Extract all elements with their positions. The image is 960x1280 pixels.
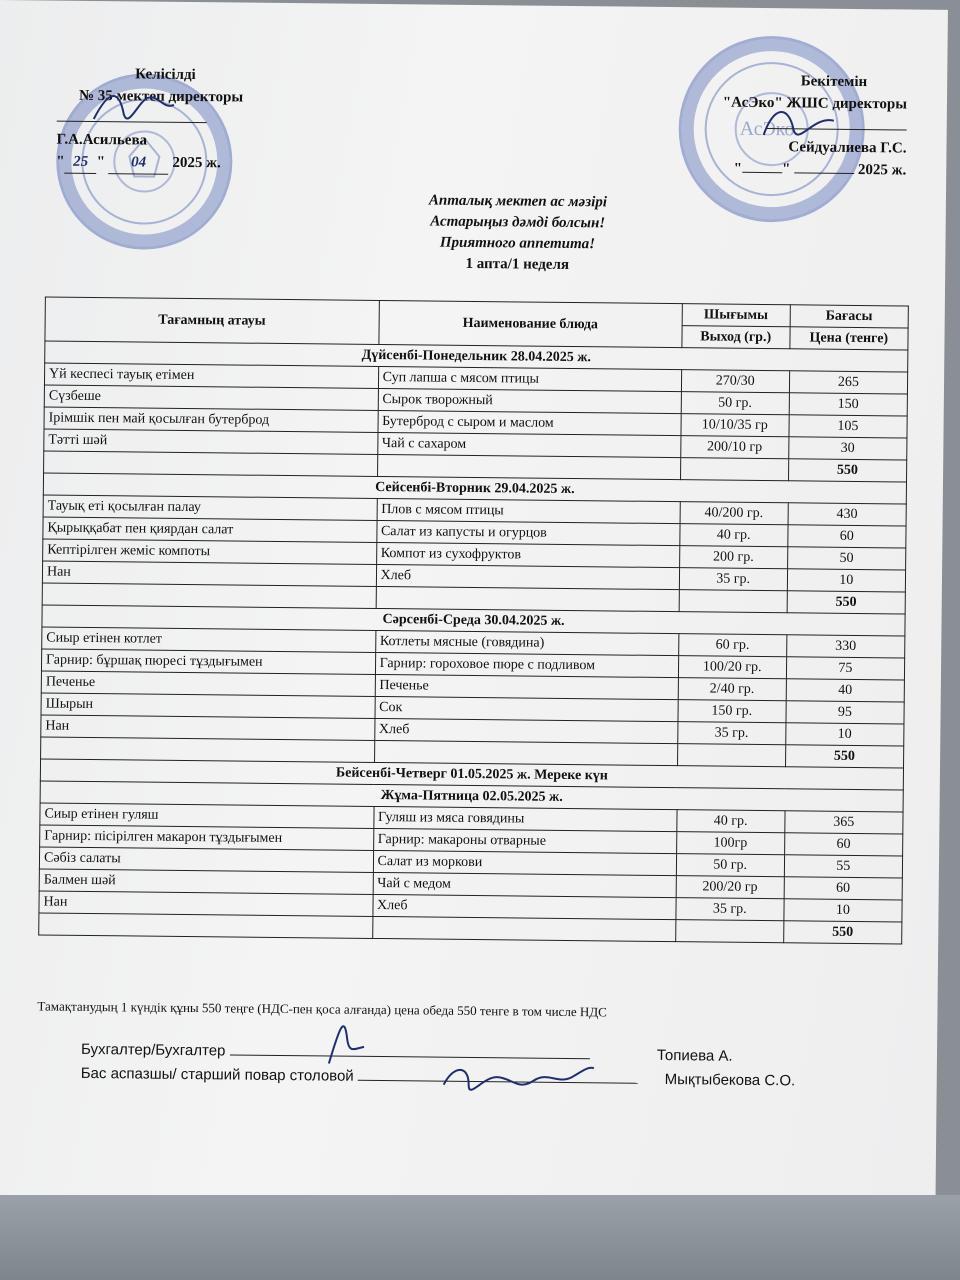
heading-line-2: Астарыңыз дәмді болсын! — [430, 213, 606, 232]
dish-yield: 10/10/35 гр — [681, 414, 789, 437]
dish-price: 30 — [788, 437, 907, 460]
dish-name-ru: Чай с медом — [373, 872, 676, 897]
dish-name-ru: Чай с сахаром — [377, 432, 680, 457]
dish-name-kz: Тәтті шәй — [44, 429, 378, 454]
dish-price: 10 — [785, 723, 904, 746]
dish-name-kz: Гарнир: бұршақ пюресі тұздығымен — [41, 649, 375, 674]
menu-heading — [257, 189, 778, 278]
quote-open: " — [56, 153, 65, 170]
dish-price: 105 — [789, 415, 908, 438]
total-empty-3 — [677, 744, 785, 767]
heading-line-1: Апталық мектеп ас мәзірі — [428, 192, 608, 211]
approved-position: "АсЭко" ЖШС директоры — [722, 94, 908, 113]
agreed-position: № 35 мектеп директоры — [78, 87, 244, 106]
total-empty-2 — [374, 740, 677, 765]
agreed-date-year: 2025 ж. — [172, 154, 221, 172]
dish-name-kz: Тауық еті қосылған палау — [43, 495, 377, 520]
dish-name-ru: Сок — [375, 696, 678, 721]
dish-yield: 100/20 гр. — [678, 656, 786, 679]
dish-name-ru: Гуляш из мяса говядины — [373, 806, 676, 831]
dish-name-ru: Салат из моркови — [373, 850, 676, 875]
dish-name-ru: Хлеб — [372, 894, 675, 919]
day-title: Дүйсенбі-Понедельник 28.04.2025 ж. — [45, 341, 908, 372]
agreed-date-day: 25 — [65, 151, 97, 174]
dish-price: 330 — [786, 635, 905, 658]
approved-date-month — [794, 172, 854, 174]
dish-name-kz: Печенье — [41, 671, 375, 696]
dish-yield: 50 гр. — [681, 392, 789, 415]
dish-price: 10 — [784, 899, 903, 922]
approved-name: Сейдуалиева Г.С. — [788, 139, 907, 157]
dish-name-ru: Салат из капусты и огурцов — [376, 520, 679, 545]
dish-name-kz: Нан — [39, 891, 373, 916]
dish-price: 60 — [788, 525, 907, 548]
heading-line-3: Приятного аппетита! — [439, 234, 596, 253]
dish-price: 150 — [789, 393, 908, 416]
cook-label: Бас аспазшы/ старший повар столовой — [80, 1064, 354, 1085]
dish-name-kz: Ірімшік пен май қосылған бутерброд — [44, 407, 378, 432]
dish-name-ru: Котлеты мясные (говядина) — [375, 630, 678, 655]
day-title: Жұма-Пятница 02.05.2025 ж. — [40, 781, 903, 812]
dish-price: 430 — [788, 503, 907, 526]
menu-table — [38, 296, 909, 944]
cook-name: Мықтыбекова С.О. — [664, 1071, 796, 1090]
agreed-date-month: 04 — [109, 151, 169, 175]
dish-price: 55 — [784, 855, 903, 878]
dish-yield: 2/40 гр. — [678, 678, 786, 701]
accountant-signature — [319, 1008, 370, 1069]
day-total: 550 — [785, 745, 904, 768]
dish-yield: 40/200 гр. — [680, 502, 788, 525]
dish-name-ru: Бутерброд с сыром и маслом — [378, 410, 681, 435]
day-title: Сәрсенбі-Среда 30.04.2025 ж. — [42, 605, 905, 636]
dish-yield: 150 гр. — [678, 700, 786, 723]
dish-price: 60 — [784, 833, 903, 856]
dish-name-ru: Хлеб — [374, 718, 677, 743]
cook-signature — [438, 1055, 599, 1107]
dish-name-kz: Сәбіз салаты — [39, 847, 373, 872]
dish-yield: 40 гр. — [680, 524, 788, 547]
dish-yield: 35 гр. — [676, 898, 784, 921]
dish-name-kz: Гарнир: пісірілген макарон тұздығымен — [40, 825, 374, 850]
agreed-title: Келісілді — [135, 66, 196, 84]
total-empty-3 — [680, 458, 788, 481]
dish-name-kz: Қырыққабат пен қиярдан салат — [43, 517, 377, 542]
dish-yield: 50 гр. — [676, 854, 784, 877]
dish-name-ru: Сырок творожный — [378, 388, 681, 413]
day-total: 550 — [783, 921, 902, 944]
dish-name-ru: Гарнир: гороховое пюре с подливом — [375, 652, 678, 677]
dish-price: 60 — [784, 877, 903, 900]
total-empty-3 — [675, 920, 783, 943]
col-header-price-ru: Цена (тенге) — [790, 327, 909, 350]
svg-text:АсЭко: АсЭко — [739, 117, 795, 141]
price-note: Тамақтанудың 1 күндік құны 550 теңге (НДС-пен қоса алғанда) цена обеда 550 тенге в том числе НДС — [37, 998, 607, 1020]
dish-name-kz: Балмен шәй — [39, 869, 373, 894]
dish-yield: 270/30 — [681, 370, 789, 393]
dish-price: 10 — [787, 569, 906, 592]
holiday-title: Бейсенбі-Четверг 01.05.2025 ж. Мереке күн — [40, 759, 903, 790]
dish-name-kz: Сиыр етінен гуляш — [40, 803, 374, 828]
day-title: Сейсенбі-Вторник 29.04.2025 ж. — [43, 473, 906, 504]
heading-week: 1 апта/1 неделя — [465, 255, 570, 273]
dish-name-ru: Печенье — [375, 674, 678, 699]
dish-name-kz: Сүзбеше — [44, 385, 378, 410]
col-header-price-kz: Бағасы — [790, 305, 909, 328]
background-surface — [0, 1195, 960, 1280]
dish-price: 95 — [786, 701, 905, 724]
dish-yield: 200/10 гр — [680, 436, 788, 459]
director-signature — [89, 79, 180, 140]
col-header-yield-ru: Выход (гр.) — [682, 326, 790, 349]
company-director-signature — [758, 100, 839, 151]
total-empty-2 — [372, 916, 675, 941]
dish-price: 50 — [787, 547, 906, 570]
dish-yield: 200 гр. — [679, 546, 787, 569]
dish-price: 40 — [786, 679, 905, 702]
col-header-yield-kz: Шығымы — [682, 304, 790, 327]
col-header-kz: Тағамның атауы — [45, 297, 379, 344]
day-total: 550 — [788, 459, 907, 482]
total-empty-3 — [679, 590, 787, 613]
dish-name-ru: Компот из сухофруктов — [376, 542, 679, 567]
dish-name-kz: Кептірілген жеміс компоты — [43, 539, 377, 564]
approved-title: Бекітемін — [800, 73, 868, 91]
dish-yield: 40 гр. — [677, 810, 785, 833]
dish-yield: 100гр — [676, 832, 784, 855]
dish-name-kz: Нан — [42, 561, 376, 586]
dish-yield: 200/20 гр — [676, 876, 784, 899]
dish-name-ru: Хлеб — [376, 564, 679, 589]
dish-yield: 60 гр. — [678, 634, 786, 657]
dish-name-kz: Сиыр етінен котлет — [42, 627, 376, 652]
day-total: 550 — [787, 591, 906, 614]
dish-price: 365 — [785, 811, 904, 834]
dish-price: 75 — [786, 657, 905, 680]
agreed-name: Г.А.Асильева — [56, 131, 148, 149]
total-empty-1 — [39, 913, 373, 938]
quote-close: " — [96, 154, 106, 171]
accountant-name: Топиева А. — [656, 1046, 733, 1065]
dish-yield: 35 гр. — [679, 568, 787, 591]
dish-name-kz: Үй кеспесі тауық етімен — [44, 363, 378, 388]
col-header-ru: Наименование блюда — [378, 300, 682, 347]
dish-yield: 35 гр. — [677, 722, 785, 745]
dish-name-kz: Нан — [41, 715, 375, 740]
dish-name-ru: Гарнир: макароны отварные — [373, 828, 676, 853]
dish-name-kz: Шырын — [41, 693, 375, 718]
dish-name-ru: Суп лапша с мясом птицы — [378, 366, 681, 391]
approved-date-year: 2025 ж. — [857, 161, 907, 179]
approved-date-day — [742, 172, 782, 173]
total-empty-2 — [377, 454, 680, 479]
total-empty-2 — [376, 586, 679, 611]
quote-close: " — [781, 161, 791, 178]
dish-name-ru: Плов с мясом птицы — [377, 498, 680, 523]
dish-price: 265 — [789, 371, 908, 394]
quote-open: " — [733, 160, 743, 177]
accountant-label: Бухгалтер/Бухгалтер — [80, 1040, 226, 1060]
